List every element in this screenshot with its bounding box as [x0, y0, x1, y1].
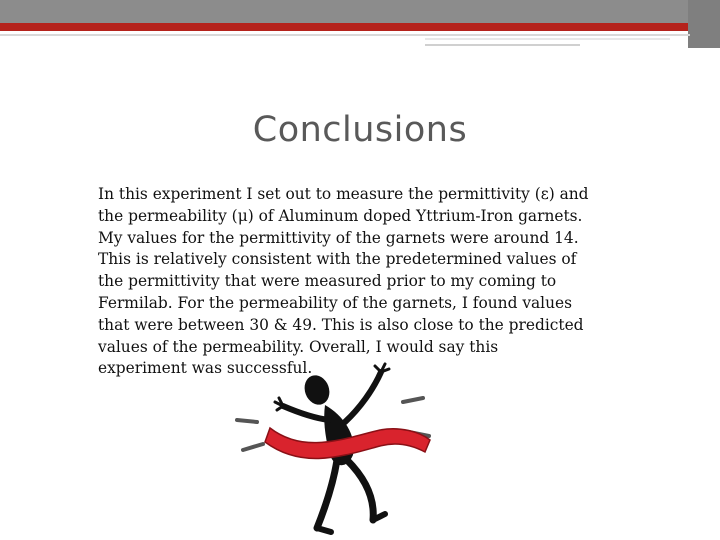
- body-line: experiment was successful.: [98, 359, 313, 378]
- slide-body: [98, 184, 618, 380]
- header-red-bar: [0, 23, 720, 31]
- header-right-block: [688, 0, 720, 48]
- body-line: that were between 30 & 49. This is also close to the predicted: [98, 315, 584, 334]
- body-line: values of the permeability. Overall, I would say this: [98, 337, 499, 356]
- header-accent-line-short: [425, 44, 580, 46]
- body-line: My values for the permittivity of the garnets were around 14.: [98, 228, 579, 247]
- runner-finish-line-icon: [225, 360, 440, 540]
- body-line: the permittivity that were measured prior to my coming to: [98, 272, 557, 291]
- body-line: the permeability (μ) of Aluminum doped Yttrium-Iron garnets.: [98, 206, 583, 225]
- header-accent-line: [425, 38, 670, 40]
- body-line: Fermilab. For the permeability of the garnets, I found values: [98, 293, 573, 312]
- body-line: In this experiment I set out to measure the permittivity (ε) and: [98, 185, 589, 203]
- header-divider-line: [0, 34, 690, 36]
- slide-title: Conclusions: [252, 110, 468, 150]
- body-line: This is relatively consistent with the predetermined values of: [98, 250, 577, 269]
- header-gray-bar: [0, 0, 720, 23]
